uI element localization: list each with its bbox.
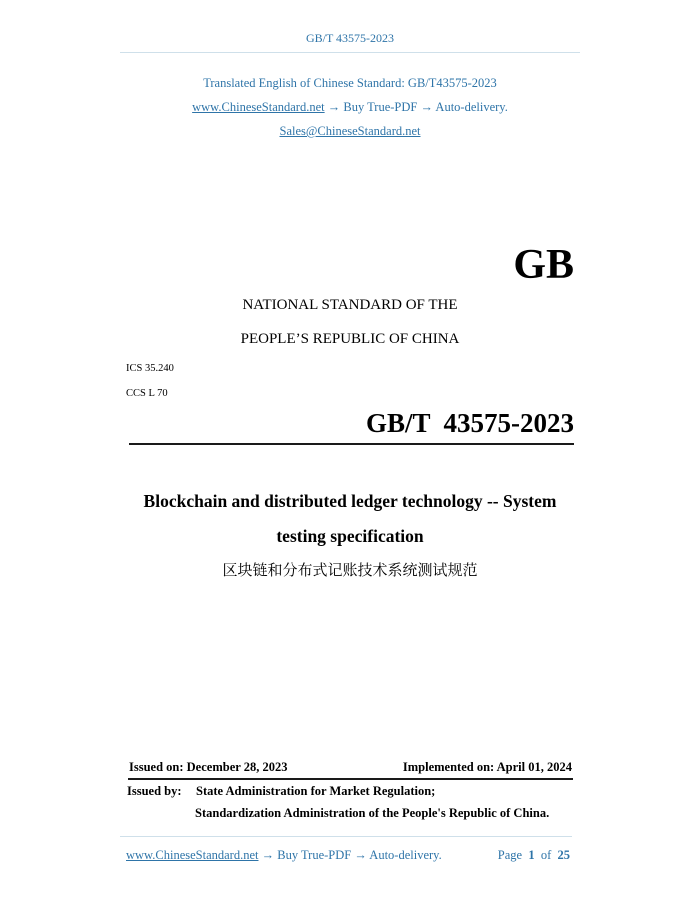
issuer-1: State Administration for Market Regulation; [196,784,436,798]
header-divider [120,52,580,53]
translation-note: Translated English of Chinese Standard: GB/T43575-2023 [203,76,497,90]
title-line1: Blockchain and distributed ledger technology -- System [143,491,557,511]
header-purchase-line [0,100,700,115]
page-total: 25 [557,848,570,862]
standard-number-rule [129,443,574,445]
standard-number: GB/T 43575-2023 [365,408,574,438]
email-link[interactable]: Sales@ChineseStandard.net [279,124,421,138]
footer-divider [120,836,572,837]
gb-mark: GB [513,242,574,288]
title-chinese: 区块链和分布式记账技术系统测试规范 [222,561,478,579]
ics-code: ICS 35.240 [126,363,174,374]
page-of: of [540,848,552,862]
title-line2: testing specification [276,526,424,546]
national-standard-line1: NATIONAL STANDARD OF THE [242,297,458,313]
issued-on: Issued on: December 28, 2023 [129,760,288,774]
site-link[interactable]: www.ChineseStandard.net [192,100,325,114]
ccs-code: CCS L 70 [126,388,168,399]
email-line [0,124,700,139]
page-label: Page [497,848,523,862]
issue-rule [128,778,573,780]
footer-purchase-line [126,848,442,863]
page-current: 1 [528,848,535,862]
running-header-title: GB/T 43575-2023 [305,31,395,45]
footer-site-link[interactable]: www.ChineseStandard.net [126,848,259,862]
issued-by-label: Issued by: [127,784,182,798]
purchase-suffix: → Buy True-PDF → Auto-delivery. [324,100,508,114]
page-indicator [498,848,570,863]
national-standard-line2: PEOPLE’S REPUBLIC OF CHINA [240,331,460,347]
implemented-on: Implemented on: April 01, 2024 [402,760,572,774]
footer-purchase-suffix: → Buy True-PDF → Auto-delivery. [258,848,442,862]
issuer-2: Standardization Administration of the People's Republic of China. [195,806,550,820]
